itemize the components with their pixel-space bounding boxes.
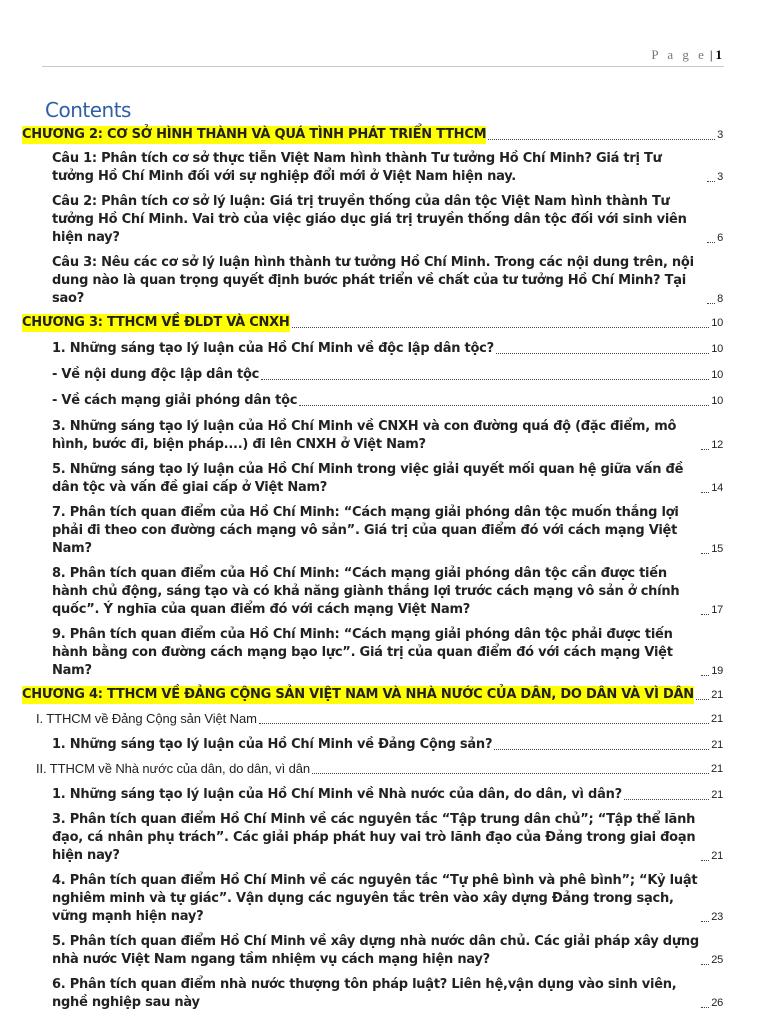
toc-leader-dots — [707, 242, 715, 243]
toc-entry-page: 21 — [711, 739, 723, 751]
toc-entry[interactable] — [22, 710, 723, 728]
toc-leader-dots — [259, 723, 709, 724]
toc-entry-page: 12 — [711, 439, 723, 451]
toc-entry[interactable] — [22, 760, 723, 778]
toc-entry-text: 5. Những sáng tạo lý luận của Hồ Chí Minh trong việc giải quyết mối quan hệ giữa vấn đề dân tộc và vấn đề giai cấp ở Việt Nam? — [52, 462, 684, 495]
toc-entry-text: 3. Phân tích quan điểm Hồ Chí Minh về các nguyên tắc “Tập trung dân chủ”; “Tập thể lãnh đạo, cá nhân phụ trách”. Các giải pháp phát huy vai trò lãnh đạo của Đảng trong giai đoạn hiện nay? — [52, 812, 696, 863]
toc-entry[interactable] — [22, 150, 723, 186]
toc-entry-page: 3 — [717, 171, 723, 183]
toc-entry[interactable] — [22, 418, 723, 454]
toc-leader-dots — [701, 675, 709, 676]
toc-entry[interactable] — [22, 254, 723, 308]
toc-leader-dots — [707, 303, 715, 304]
toc-entry-page: 21 — [711, 689, 723, 701]
toc-entry-page: 25 — [711, 954, 723, 966]
toc-entry-text: CHƯƠNG 4: TTHCM VỀ ĐẢNG CỘNG SẢN VIỆT NAM VÀ NHÀ NƯỚC CỦA DÂN, DO DÂN VÀ VÌ DÂN — [22, 687, 694, 702]
toc-entry-text: II. TTHCM về Nhà nước của dân, do dân, vì dân — [36, 761, 311, 776]
toc-entry-text: Câu 2: Phân tích cơ sở lý luận: Giá trị truyền thống của dân tộc Việt Nam hình thành Tư tưởng Hồ Chí Minh. Vai trò của việc giáo dục giá trị truyền thống dân tộc đối với sinh viên hiện nay? — [52, 194, 687, 245]
toc-entry-text: 9. Phân tích quan điểm của Hồ Chí Minh: “Cách mạng giải phóng dân tộc phải được tiến hành bằng con đường cách mạng bạo lực”. Giá trị của quan điểm đó với cách mạng Việt Nam? — [52, 627, 673, 678]
toc-entry[interactable] — [22, 366, 723, 384]
toc-entry[interactable] — [22, 340, 723, 358]
toc-entry-text: CHƯƠNG 2: CƠ SỞ HÌNH THÀNH VÀ QUÁ TÌNH PHÁT TRIỂN TTHCM — [22, 127, 487, 142]
toc-title: Contents — [45, 98, 131, 122]
toc-entry-page: 21 — [711, 850, 723, 862]
toc-entry-page: 17 — [711, 604, 723, 616]
toc-entry[interactable] — [22, 933, 723, 969]
toc-entry-page: 23 — [711, 911, 723, 923]
toc-entry[interactable] — [22, 811, 723, 865]
toc-entry-text: 3. Những sáng tạo lý luận của Hồ Chí Minh về CNXH và con đường quá độ (đặc điểm, mô hình, bước đi, biện pháp....) đi lên CNXH ở Việt Nam? — [52, 419, 677, 452]
toc-entry-text: 6. Phân tích quan điểm nhà nước thượng tôn pháp luật? Liên hệ,vận dụng vào sinh viên, nghề nghiệp sau này — [52, 977, 677, 1010]
toc-entry-text: Câu 3: Nêu các cơ sở lý luận hình thành tư tưởng Hồ Chí Minh. Trong các nội dung trên, nội dung nào là quan trọng quyết định bước phát triển về chất của tư tưởng Hồ Chí Minh? Tại sao? — [52, 255, 694, 306]
toc-leader-dots — [261, 379, 709, 380]
table-of-contents — [22, 124, 723, 1012]
toc-leader-dots — [624, 799, 709, 800]
toc-entry-page: 10 — [711, 395, 723, 407]
toc-leader-dots — [496, 353, 709, 354]
toc-leader-dots — [701, 492, 709, 493]
toc-entry-page: 10 — [711, 317, 723, 329]
toc-entry-text: 1. Những sáng tạo lý luận của Hồ Chí Minh về độc lập dân tộc? — [52, 341, 494, 356]
toc-leader-dots — [701, 860, 709, 861]
toc-entry-text: Câu 1: Phân tích cơ sở thực tiễn Việt Nam hình thành Tư tưởng Hồ Chí Minh? Giá trị Tư tưởng Hồ Chí Minh đối với sự nghiệp đổi mới ở Việt Nam hiện nay. — [52, 151, 662, 184]
toc-entry-page: 21 — [710, 763, 723, 775]
toc-entry[interactable] — [22, 872, 723, 926]
toc-entry[interactable] — [22, 736, 723, 754]
toc-entry-page: 3 — [717, 129, 723, 141]
toc-leader-dots — [701, 449, 709, 450]
toc-leader-dots — [696, 699, 709, 700]
toc-entry-page: 14 — [711, 482, 723, 494]
toc-entry[interactable] — [22, 565, 723, 619]
toc-entry[interactable] — [22, 504, 723, 558]
toc-entry-page: 15 — [711, 543, 723, 555]
toc-leader-dots — [701, 964, 709, 965]
page-header — [0, 47, 722, 63]
toc-entry[interactable] — [22, 786, 723, 804]
toc-leader-dots — [701, 614, 709, 615]
toc-entry-text: 5. Phân tích quan điểm Hồ Chí Minh về xây dựng nhà nước dân chủ. Các giải pháp xây dựng nhà nước Việt Nam ngang tầm nhiệm vụ cách mạng hiện nay? — [52, 934, 699, 967]
page-label: P a g e — [651, 47, 707, 62]
page-separator: | — [709, 47, 713, 62]
toc-leader-dots — [701, 1007, 709, 1008]
toc-entry-page: 10 — [711, 369, 723, 381]
toc-entry-page: 8 — [717, 293, 723, 305]
toc-entry[interactable] — [22, 193, 723, 247]
toc-leader-dots — [292, 327, 710, 328]
toc-leader-dots — [312, 773, 709, 774]
toc-leader-dots — [701, 553, 709, 554]
toc-leader-dots — [299, 405, 709, 406]
toc-leader-dots — [707, 181, 715, 182]
page-number: 1 — [715, 47, 722, 62]
toc-leader-dots — [701, 921, 709, 922]
toc-entry[interactable] — [22, 314, 723, 332]
toc-entry[interactable] — [22, 626, 723, 680]
toc-entry-text: 8. Phân tích quan điểm của Hồ Chí Minh: “Cách mạng giải phóng dân tộc cần được tiến hành chủ động, sáng tạo và có khả năng giành thắng lợi trước cách mạng vô sản ở chính quốc”. Ý nghĩa của quan điểm đó với cách mạng Việt Nam? — [52, 566, 680, 617]
toc-entry[interactable] — [22, 461, 723, 497]
toc-entry-page: 21 — [710, 713, 723, 725]
toc-entry-page: 21 — [711, 789, 723, 801]
toc-entry-text: 4. Phân tích quan điểm Hồ Chí Minh về các nguyên tắc “Tự phê bình và phê bình”; “Kỷ luật nghiêm minh và tự giác”. Vận dụng các nguyên tắc trên vào xây dựng Đảng trong sạch, vững mạnh hiện nay? — [52, 873, 698, 924]
toc-entry[interactable] — [22, 976, 723, 1012]
toc-entry-text: 1. Những sáng tạo lý luận của Hồ Chí Minh về Nhà nước của dân, do dân, vì dân? — [52, 787, 622, 802]
toc-entry-page: 6 — [717, 232, 723, 244]
toc-leader-dots — [494, 749, 709, 750]
toc-entry-page: 26 — [711, 997, 723, 1009]
toc-entry-text: 1. Những sáng tạo lý luận của Hồ Chí Minh về Đảng Cộng sản? — [52, 737, 493, 752]
toc-entry[interactable] — [22, 686, 723, 704]
toc-entry-text: 7. Phân tích quan điểm của Hồ Chí Minh: “Cách mạng giải phóng dân tộc muốn thắng lợi phải đi theo con đường cách mạng vô sản”. Giá trị của quan điểm đó với cách mạng Việt Nam? — [52, 505, 679, 556]
toc-entry-text: CHƯƠNG 3: TTHCM VỀ ĐLDT VÀ CNXH — [22, 315, 290, 330]
toc-entry-page: 10 — [711, 343, 723, 355]
toc-entry[interactable] — [22, 126, 723, 144]
header-rule — [42, 66, 724, 67]
toc-entry-text: I. TTHCM về Đảng Cộng sản Việt Nam — [36, 711, 257, 726]
toc-entry[interactable] — [22, 392, 723, 410]
toc-leader-dots — [488, 139, 715, 140]
toc-entry-text: - Về nội dung độc lập dân tộc — [52, 367, 260, 382]
toc-entry-page: 19 — [711, 665, 723, 677]
toc-entry-text: - Về cách mạng giải phóng dân tộc — [52, 393, 298, 408]
